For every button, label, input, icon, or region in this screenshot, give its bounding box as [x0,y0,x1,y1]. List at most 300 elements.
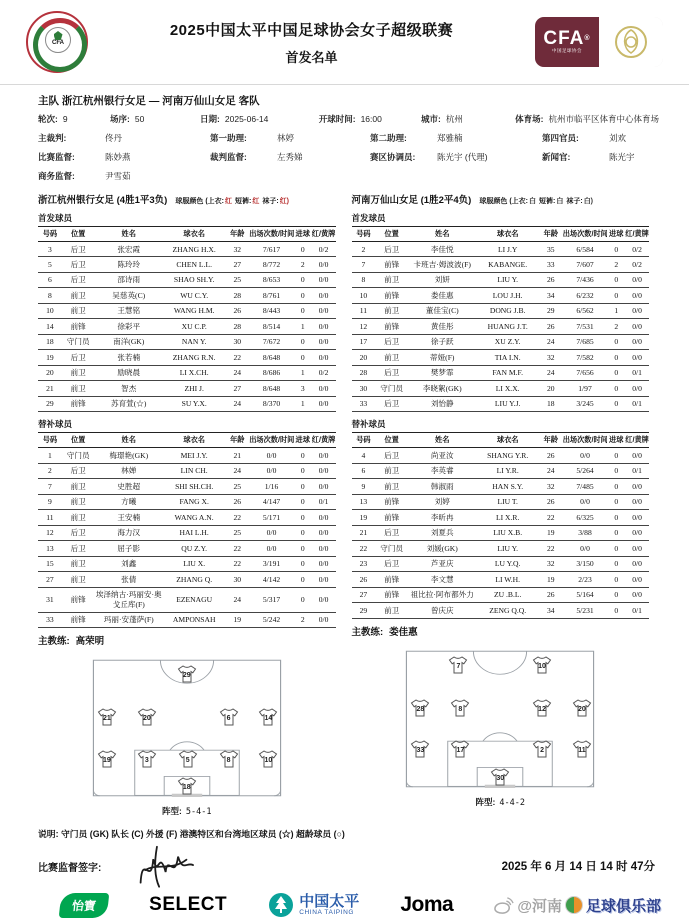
player-cell: 1 [38,448,62,463]
column-header: 球衣名 [163,227,225,242]
player-cell: 26 [539,494,563,509]
info-value: 杭州 [445,114,463,124]
player-cell: 前锋 [375,572,408,587]
player-cell: 23 [352,556,376,571]
player-cell: 0/0 [563,448,608,463]
player-cell: 0/0 [249,525,294,540]
column-header: 出场次数/时间 [563,433,608,448]
player-cell: 前锋 [62,396,95,411]
player-cell: ZHANG R.N. [163,350,225,365]
player-cell: 守门员 [375,541,408,556]
kit-part-label: (上衣: [509,198,528,205]
player-cell: 8/648 [249,381,294,396]
player-cell: 4/142 [249,572,294,587]
player-cell: 27 [225,257,249,272]
player-cell: 7 [38,479,62,494]
away-starters-table [352,226,650,412]
taiping-en-text: CHINA TAIPING [299,909,355,917]
player-cell: 李英睿 [408,463,476,478]
player-cell: LIU T. [476,494,538,509]
player-cell: 32 [225,242,249,257]
player-row [352,603,650,618]
home-formation: 阵型: 5-4-1 [162,806,212,818]
player-cell: 0 [607,572,625,587]
column-header-row [352,433,650,448]
player-cell: 7/607 [563,257,608,272]
player-cell: LI J.Y [476,242,538,257]
player-cell: 苏育萱(☆) [95,396,163,411]
home-coach-name: 高荣明 [75,636,105,648]
player-cell: 0/2 [625,257,649,272]
player-cell: 0/1 [625,396,649,411]
player-cell: 守门员 [62,448,95,463]
player-cell: LIN CH. [163,463,225,478]
player-cell: 0/2 [312,365,336,380]
player-cell: 张宏霞 [95,242,163,257]
info-label: 开球时间: [318,114,356,124]
player-row [352,556,650,571]
player-cell: 7 [352,257,376,272]
player-cell: 0/0 [249,448,294,463]
player-cell: 0/0 [249,463,294,478]
info-value: 2025-06-14 [224,114,269,124]
info-pair [421,110,515,129]
info-pair [370,148,542,167]
info-label: 体育场: [515,114,544,124]
player-cell: 0/0 [249,541,294,556]
player-cell: 徐彩平 [95,319,163,334]
player-cell: 19 [352,510,376,525]
player-cell: 0/0 [563,494,608,509]
player-cell: 13 [352,494,376,509]
column-header: 出场次数/时间 [249,227,294,242]
away-formation-value: 4-4-2 [499,797,525,808]
player-cell: 12 [352,319,376,334]
column-header: 号码 [38,433,62,448]
supervisor-signature [127,840,203,891]
player-cell: 刘妍 [408,272,476,287]
player-cell: EZENAGU [163,587,225,612]
player-cell: 0 [607,541,625,556]
player-cell: 韩淑雨 [408,479,476,494]
column-header: 年龄 [225,227,249,242]
player-cell: 8/761 [249,288,294,303]
player-cell: 卡班吉·姆波波(F) [408,257,476,272]
player-shirt [258,749,278,769]
away-starters-label: 首发球员 [351,213,386,223]
player-cell: 刘媛(GK) [408,541,476,556]
player-row [38,479,336,494]
player-cell: LOU J.H. [476,288,538,303]
kit-part-label: (上衣: [205,198,224,205]
player-cell: 0 [607,381,625,396]
player-cell: 7/617 [249,242,294,257]
info-label: 场序: [110,114,130,124]
info-pair [200,110,319,129]
player-cell: 0/0 [312,572,336,587]
info-label: 比赛监督: [38,152,75,162]
player-cell: 24 [225,587,249,612]
player-cell: 22 [225,510,249,525]
player-cell: 0/0 [625,272,649,287]
player-cell: 前卫 [62,479,95,494]
player-cell: 10 [352,288,376,303]
info-value: 陈光宇 [609,152,635,162]
player-cell: 樊梦霏 [408,365,476,380]
player-cell: 0/0 [625,479,649,494]
away-coach-name: 娄佳惠 [389,626,418,638]
away-coach: 主教练: 娄佳惠 [351,626,418,638]
player-cell: 0/2 [312,242,336,257]
player-cell: 0/0 [312,556,336,571]
shirt-number: 20 [578,705,586,713]
kit-part-label: 袜子: [566,198,583,205]
player-cell: 前锋 [375,510,408,525]
player-row [38,510,336,525]
player-cell: 前卫 [375,479,408,494]
player-cell: 19 [225,612,249,627]
player-row [38,587,336,612]
shirt-number: 19 [103,756,111,764]
column-header-row [38,433,336,448]
signature-label: 比赛监督签字: [38,862,102,874]
player-cell: 24 [225,396,249,411]
player-cell: 26 [225,494,249,509]
player-cell: 8/370 [249,396,294,411]
match-info [38,110,659,186]
player-row [352,396,650,411]
player-cell: 李晓絮(GK) [408,381,476,396]
player-cell: 6 [38,272,62,287]
player-cell: 0/0 [312,463,336,478]
player-cell: 0/0 [312,448,336,463]
player-shirt [177,776,197,796]
player-shirt [258,707,278,727]
info-label: 第二助理: [370,133,407,143]
player-cell: LIU X.B. [476,525,538,540]
info-pair [542,129,626,148]
column-header: 出场次数/时间 [563,227,608,242]
player-row [352,303,650,318]
player-cell: 0 [607,334,625,349]
player-shirt [178,749,198,769]
player-cell: 1/16 [249,479,294,494]
player-shirt [410,739,430,759]
shirt-number: 10 [538,662,546,670]
player-cell: 0 [294,303,312,318]
kit-part-label: 袜子: [262,198,279,205]
player-cell: LIU X. [163,556,225,571]
player-cell: LIU Y.J. [476,396,538,411]
player-cell: 26 [539,319,563,334]
player-cell: 芦亚庆 [408,556,476,571]
home-kit-colors: 球服颜色 (上衣:红 短裤:红 袜子:红) [175,198,290,205]
player-cell: 4/147 [249,494,294,509]
player-cell: 王安楠 [95,510,163,525]
player-shirt [490,767,510,787]
player-cell: WU C.Y. [163,288,225,303]
shirt-number: 30 [496,774,505,782]
player-cell: 32 [539,556,563,571]
player-shirt [532,655,552,675]
player-cell: 11 [352,303,376,318]
cfa-logo-left [535,17,599,67]
player-cell: SHI SH.CH. [163,479,225,494]
player-cell: NAN Y. [163,334,225,349]
player-cell: 0 [294,525,312,540]
player-cell: XU Z.Y. [476,334,538,349]
away-team-header [352,192,650,206]
player-cell: 0 [607,603,625,618]
player-cell: 2 [352,242,376,257]
player-cell: 24 [539,463,563,478]
player-cell: 刘鑫 [95,556,163,571]
player-cell: MEI J.Y. [163,448,225,463]
player-cell: 张倩 [95,572,163,587]
player-cell: LI X.X. [476,381,538,396]
pentagon-icon [54,31,63,40]
info-row [38,167,659,186]
player-shirt [410,698,430,718]
player-cell: 34 [539,603,563,618]
player-cell: 前卫 [375,463,408,478]
player-row [38,612,336,627]
player-cell: 6/584 [563,242,608,257]
player-cell: 25 [225,272,249,287]
player-cell: SU Y.X. [163,396,225,411]
column-header: 进球 [607,433,625,448]
player-row [38,396,336,411]
player-cell: LIU Y. [476,541,538,556]
player-cell: 8/686 [249,365,294,380]
player-cell: 刘婷 [408,494,476,509]
player-cell: 5/171 [249,510,294,525]
player-cell: 史胜超 [95,479,163,494]
player-cell: 0/0 [312,612,336,627]
player-cell: 0/0 [312,541,336,556]
player-cell: 5/242 [249,612,294,627]
column-header: 红/黄牌 [625,227,649,242]
player-shirt [97,749,117,769]
player-cell: 0 [294,242,312,257]
player-cell: 5/264 [563,463,608,478]
player-cell: 后卫 [62,463,95,478]
info-value: 刘欢 [609,133,627,143]
player-cell: 0/0 [312,587,336,612]
player-cell: 后卫 [375,242,408,257]
player-row [352,257,650,272]
info-label: 城市: [421,114,441,124]
shirt-number: 6 [226,715,231,723]
shirt-number: 33 [416,747,425,755]
player-cell: 0/0 [625,510,649,525]
player-cell: 8 [352,272,376,287]
player-cell: 2 [294,257,312,272]
info-value: 杭州市临平区体育中心体育场 [548,114,659,124]
shirt-number: 3 [144,756,149,764]
column-header: 号码 [352,433,376,448]
player-cell: 12 [38,525,62,540]
player-cell: 后卫 [62,525,95,540]
player-cell: 8/443 [249,303,294,318]
column-header: 球衣名 [163,433,225,448]
player-cell: 25 [225,525,249,540]
player-cell: 27 [225,381,249,396]
player-cell: ZU .B.L. [476,587,538,602]
column-header: 姓名 [408,433,476,448]
header [0,0,689,85]
home-starters-label: 首发球员 [38,213,73,223]
player-cell: XU C.P. [163,319,225,334]
cfa-logo [535,17,663,67]
player-cell: 前卫 [62,288,95,303]
column-header: 年龄 [225,433,249,448]
teams-line: 主队 浙江杭州银行女足 — 河南万仙山女足 客队 [38,95,260,107]
kit-color-value: 红 [252,198,260,205]
column-header: 号码 [352,227,376,242]
home-subs-table [38,432,336,628]
player-cell: 1 [294,365,312,380]
player-cell: 刘夏兵 [408,525,476,540]
player-cell: 14 [38,319,62,334]
player-cell: 0/0 [625,381,649,396]
player-cell: 1 [294,319,312,334]
player-cell: 18 [539,396,563,411]
player-cell: 0 [294,272,312,287]
player-cell: 方曦 [95,494,163,509]
kit-color-value: 白 [529,198,536,205]
player-shirt [219,749,239,769]
china-taiping-logo [268,892,359,918]
player-cell: 前锋 [375,587,408,602]
player-cell: 0 [294,463,312,478]
cfa-logo-text: CFA® [543,28,591,49]
player-row [38,334,336,349]
info-value: 尹雪茹 [105,171,131,181]
player-row [38,319,336,334]
player-cell: 7/685 [563,334,608,349]
player-row [352,587,650,602]
player-cell: 0/0 [312,381,336,396]
player-row [352,525,650,540]
column-header: 进球 [607,227,625,242]
player-row [38,257,336,272]
player-cell: 19 [539,525,563,540]
header-titles [88,19,535,66]
player-cell: 8/772 [249,257,294,272]
player-row [352,463,650,478]
player-cell: 0/0 [625,587,649,602]
player-cell: KABANGE. [476,257,538,272]
player-shirt [572,739,592,759]
player-cell: 0/0 [312,288,336,303]
player-cell: 24 [225,365,249,380]
home-subs-label: 替补球员 [38,419,73,430]
player-cell: 13 [38,541,62,556]
player-cell: 20 [38,365,62,380]
column-header: 号码 [38,227,62,242]
player-cell: 2/23 [563,572,608,587]
info-pair [38,167,210,186]
player-cell: 28 [225,319,249,334]
player-cell: 后卫 [62,242,95,257]
player-cell: 26 [352,572,376,587]
sponsor-footer [0,888,689,918]
away-team-name: 河南万仙山女足 (1胜2平4负) [351,195,472,206]
badge-ball-icon [45,27,71,53]
player-cell: 0 [607,350,625,365]
player-row [352,381,650,396]
player-cell: 1 [294,396,312,411]
column-header: 进球 [294,433,312,448]
away-subs-table [352,432,650,618]
player-cell: 15 [38,556,62,571]
gold-rose-icon [612,23,650,61]
player-cell: ZENG Q.Q. [476,603,538,618]
player-cell: 0/1 [625,603,649,618]
player-cell: 黄佳彤 [408,319,476,334]
shirt-number: 28 [416,705,425,713]
shirt-number: 29 [182,672,191,680]
kit-pair [566,196,593,206]
player-cell: 0/0 [625,303,649,318]
player-cell: 24 [539,334,563,349]
home-starters-table [38,226,336,412]
badge-cfa-text: CFA [52,40,64,46]
player-cell: 30 [352,381,376,396]
select-logo: SELECT [149,894,228,916]
player-cell: 曾庆庆 [408,603,476,618]
player-cell: 4 [352,448,376,463]
player-cell: 前卫 [62,572,95,587]
player-cell: 20 [352,350,376,365]
player-cell: 0 [294,448,312,463]
player-shirt [177,664,197,684]
player-cell: 28 [225,288,249,303]
player-row [38,494,336,509]
player-row [38,242,336,257]
shirt-number: 8 [458,705,463,713]
player-cell: 21 [352,525,376,540]
info-pair [210,148,370,167]
player-cell: 2 [294,612,312,627]
player-cell: 林婵 [95,463,163,478]
info-value: 佟丹 [105,133,123,143]
player-cell: 0/0 [625,288,649,303]
info-label: 第一助理: [210,133,247,143]
player-row [352,448,650,463]
column-header: 进球 [294,227,312,242]
player-cell: LI X.R. [476,510,538,525]
player-cell: FAN M.F. [476,365,538,380]
player-cell: 梅璟艳(GK) [95,448,163,463]
player-cell: 0 [607,365,625,380]
player-cell: ZHANG Q. [163,572,225,587]
player-shirt [137,749,157,769]
player-cell: 33 [352,396,376,411]
player-cell: 前锋 [62,587,95,612]
player-cell: SHANG Y.R. [476,448,538,463]
player-cell: 陈玲玲 [95,257,163,272]
player-cell: 玛丽·安蓬萨(F) [95,612,163,627]
player-cell: ZHANG H.X. [163,242,225,257]
player-cell: 后卫 [375,334,408,349]
player-cell: 前卫 [62,303,95,318]
joma-logo: Joma [400,893,454,917]
column-header: 位置 [62,227,95,242]
player-cell: 0/0 [625,556,649,571]
player-cell: 5/317 [249,587,294,612]
